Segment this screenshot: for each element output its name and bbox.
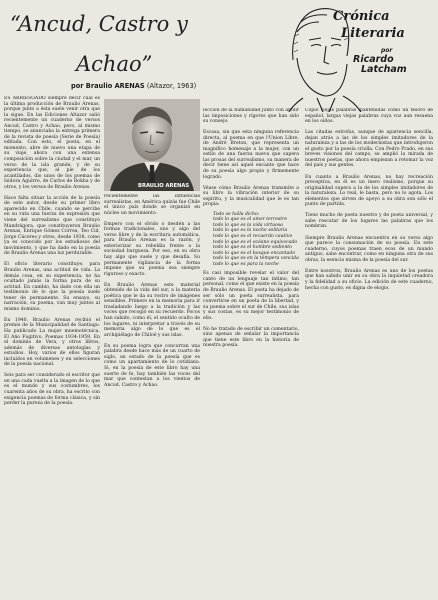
column-3-text-continued: Es casi imposible revelar el valor del canto de un lenguaje tan íntimo, tan personal, como el que existe en la poesía de Braulio Arenas. El poeta ha dejado de ser sólo un poeta surrealista, para convertirse en un poeta de la libertad, y su poema sobre el sur de Chile, sus islas y sus costas, es su mejor testimonio de ello. No he tratado de escribir un comentario, sino apenas de señalar la importancia que tiene este libro en la historia de nuestra poesía.	[203, 271, 299, 349]
byline-author: por Braulio ARENAS	[71, 82, 145, 90]
section-name-line-2: Literaria	[341, 26, 405, 41]
article-title	[10, 4, 240, 84]
author-photo-image	[104, 99, 200, 191]
text-column-3	[203, 108, 299, 596]
section-author-line-1: Ricardo	[353, 54, 394, 65]
article-title-line-2: Achao”	[76, 52, 153, 76]
column-2-text: recientemente las influencias surrealistas, en América quizás fue Chile el único país donde se organizó en núcleo un movimiento. Empero con el olvido o desdén a las formas tradicionales, uno y algo del verso libre y de la escritura automática, para Braulio Arenas es la razón, y exteriorizar su rebeldía frente a la sociedad burguesa. Por eso, en su obra hay algo que suele y que desafía. Su permanente vigilancia de la forma impone que su poema sea siempre riguroso y exacto. En Braulio Arenas este material obtenido de la vida del sur, a la materia poética que le da su rostro de imágenes sensibles. Primero en la memoria para ir trasladando luego a la tradición y las voces que recogió en su recuerdo. Pocos han sabido, como él, el sentido oculto de los lugares, ni interpretar a través de su memoria algo de lo que es el archipiélago de Chiloé y sus islas. En su poema logra que concurran una palabra desde hace más de un cuarto de siglo, un estado de la poesía que es como un apartamiento de lo cotidiano. Si, en la poesía de este libro hay una suerte de fe, hay también las voces del mar que contestan a los vientos de Ancud, Castro y Achao.	[104, 194, 200, 388]
section-author	[353, 55, 407, 75]
column-3-text: lección de la humanidad junto con abolir las imposiciones y rígores que han sido su consejo. Escasa, sin que esta ninguna referencia directa, al poema en que l'Union Libre, de André Breton, que representa un magnífico homenaje a la mujer, con un estilo de una fuerza nueva que supera las prosas del surrealismo, su manera de decir tiene así aquel encanto que hace de su poesía algo propio y firmemente logrado. Véase cómo Braulio Arenas transmite a su libro la vibración interior de su espíritu, y la musicalidad que le es tan propia:	[203, 108, 299, 208]
text-column-4	[305, 108, 433, 596]
quoted-poem: Todo se halla dicho: todo lo que es el amor terrestre todo lo que es la vida virtuosa todo lo que es la noche solitaria todo lo que es el recuerdo cautivo todo lo que es el océano equivocado todo lo que es el hombre sediento todo lo que es el bosque encantado todo lo que es en la témpera vencida todo lo que es para la noche	[213, 211, 299, 267]
text-column-2	[104, 194, 200, 594]
article-byline	[71, 82, 196, 90]
author-photo	[104, 99, 200, 191]
photo-caption: BRAULIO ARENAS	[138, 183, 190, 189]
section-author-line-2: Latcham	[361, 64, 407, 75]
section-name-line-1: Crónica	[333, 9, 390, 24]
byline-detail: (Altazor, 1963)	[146, 82, 197, 90]
column-4-text: Copio viejas palabras mantenidas como un tesoro de español, largas viejas palabras cuya voz aun resuena en los oídos. Las citadas estrofas, aunque de apariencia sencilla, dejan atrás a las de los simples imitadores de la naturaleza y a las de los modernistas que introdujeron el gusto por la poesía criolla. Con Pedro Prado, en sus breves visiones del campo, se amplió la mirada de nuestros poetas, que ahora empiezan a retomar la voz del país y sus gentes. En cuanto a Braulio Arenas, no hay recreación preceptiva, en él es un mero realismo, porque su originalidad supera a la de los simples imitadores de la naturaleza. Lo real, le basta, pero no lo agota. Los elementos que sirven de apoyo a su obra son sólo el punto de partida. Tiene mucho de poeta nuestro y de poeta universal, y sabe rescatar de los lugares las palabras que los nombran. Siempre Braulio Arenas encuentra en su verso algo que parece la consumación de su poesía. En este cuaderno, cuyos poemas traen ecos de un mundo antiguo, sabe encontrar, como en ninguna otra de sus obras, la esencia misma de la poesía del sur. Entre nosotros, Braulio Arenas es uno de los poetas que han sabido unir en su obra la inquietud creadora y la fidelidad a su oficio. La edición de este cuaderno, hecha con gusto, es digna de elogio.	[305, 108, 433, 291]
article-title-line-1: “Ancud, Castro y	[10, 12, 188, 36]
column-1-text: ES ARRIESGADO siempre decir cuál es la última producción de Braulio Arenas, porque junto a ésta suele venir otra que la sigue. En las Ediciones Altazor salió recientemente un cuaderno de versos Ancud, Castro y Achao, pero, al mismo tiempo, se anunciaba la entrega primera de la revista de poesía (Serie de Poesía) editada. Con esto, el poeta, en el momento, abre de nuevo una etapa de su viaje, ahora con una extensa composición sobre la ciudad y el mar, un verso de la isla grande, y de su experiencia que, al pie de los acantilados, dio unos de los poemas de Isidora Aguirre, de Carlos de Rokha y de otros, y los versos de Braulio Arenas. Hace falta situar la acción de la poesía de este autor, desde su primer libro aparecido en Chile, cuando se percibe en su ruta una fuerza de expresión que viene del surrealismo que constituyó Mandrágora, que constituyeron Braulio Arenas, Enrique Gómez Correa, Teo Cid, Jorge Cáceres y otros, desde 1938, como ya es conocido por los estudiosos del movimiento, y que ha dado en la poesía de Braulio Arenas una luz perdurable. El oficio literario constituye, para Braulio Arenas, una actitud de vida. La demás cosa, en su experiencia, no ha ocultado jamás la forma pura de su actitud. En cambio, ha dado con ella un testimonio de lo que la poesía suele tener de permanente. Su ensayo, su narración, su poema, van muy juntos al mismo dominio. En 1940, Braulio Arenas recibió el premio de la Municipalidad de Santiago. Ha publicado La mujer mnemotécnica, El Año Fugitivo, Poemas 1934-1959, En el dominio de Vera, y otros libros, además de diversas antologías y estudios. Hoy, varios de ellos figuran incluídos en volumenes y en selecciones de la poesía nacional. Seis para ser considerado el escritor que en una cada vuelta a la imagen de lo que es el mundo y sus costumbres, los cuarenta años de su obra, ha escrito con exigencia poemas de forma clásica, y sin perder la pureza de la poesía.	[4, 96, 100, 407]
text-column-1	[4, 96, 100, 596]
section-por: por	[381, 47, 393, 54]
